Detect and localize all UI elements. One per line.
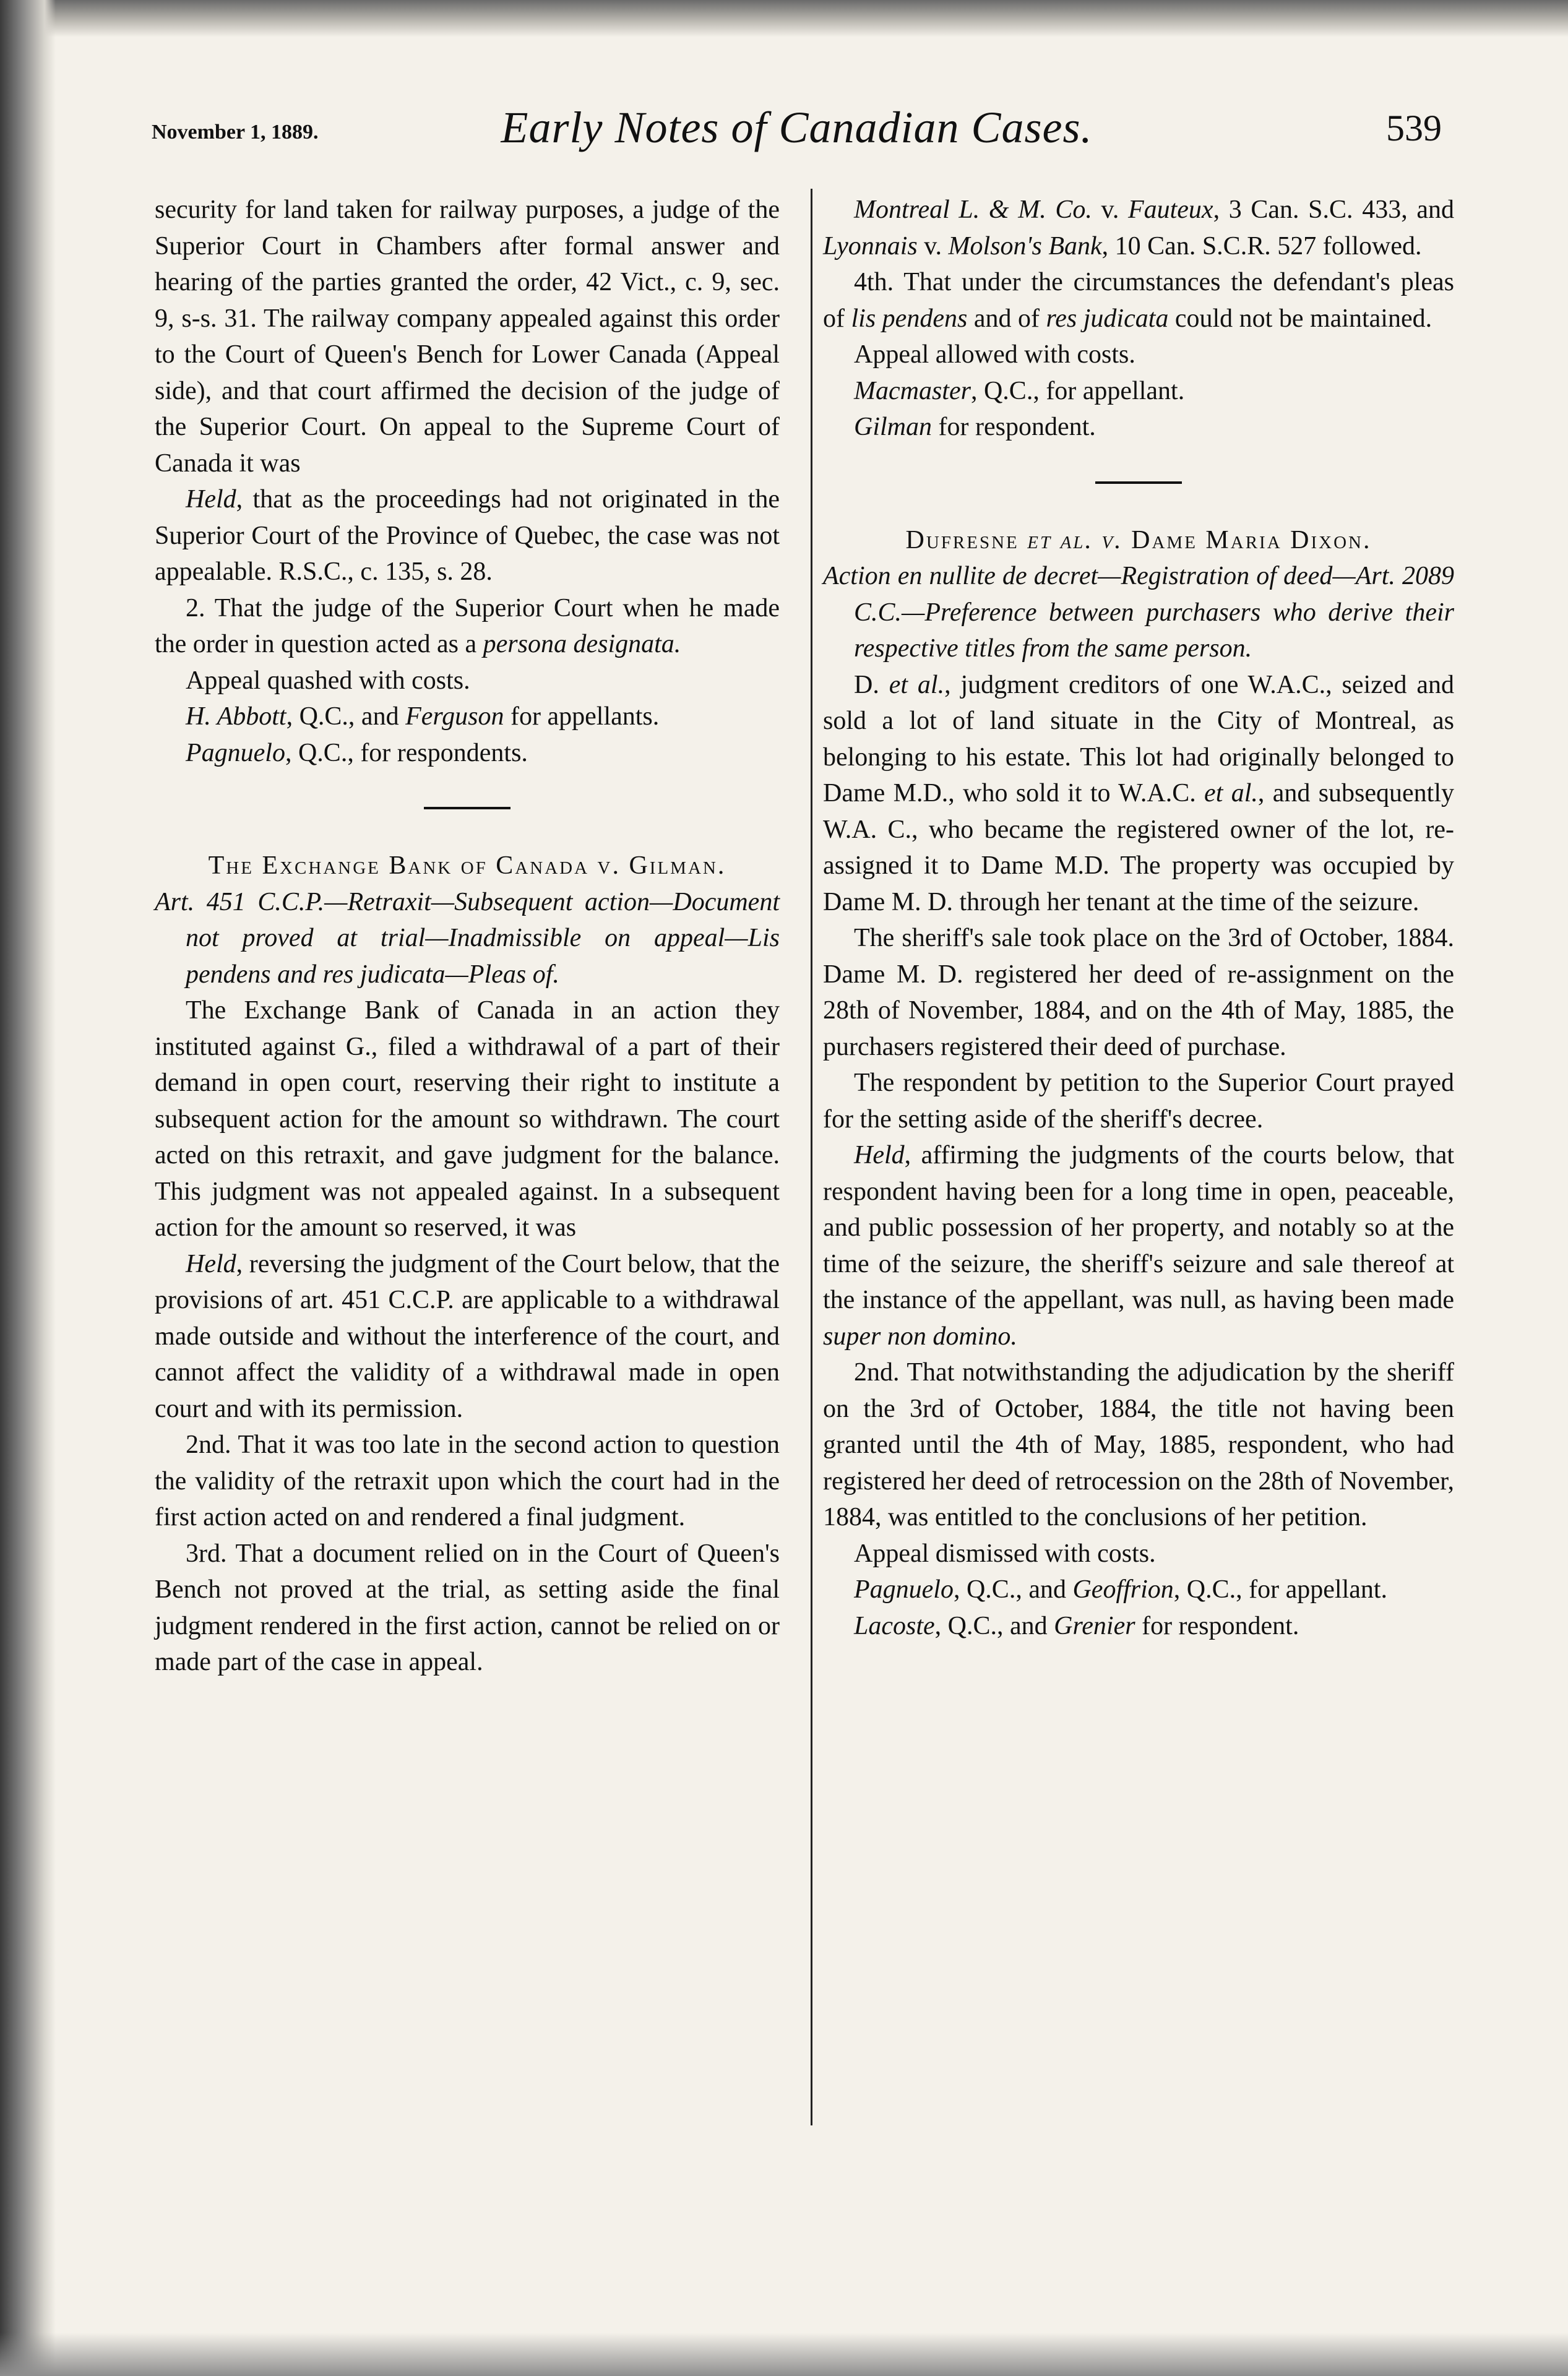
paragraph: Appeal quashed with costs. xyxy=(186,666,470,695)
text: 4th. That under the circumstances the defendant's pleas of xyxy=(823,268,1454,333)
emphasis: lis pendens xyxy=(851,304,968,333)
text: , Q.C., and xyxy=(953,1575,1073,1604)
text: , Q.C., and xyxy=(934,1611,1054,1640)
counsel-name: Macmaster xyxy=(854,376,971,405)
text: , judgment creditors of one W.A.C., seized and sold a lot of land situate in the City of Montreal, as belonging to his estate. This lot had originally belonged to Dame M.D., who sold it to W.A.C. xyxy=(823,670,1454,807)
text: and of xyxy=(967,304,1046,333)
party-name: Dame Maria Dixon. xyxy=(1122,525,1372,554)
page-edge-top xyxy=(0,0,1568,37)
text: , and subsequently W.A. C., who became the registered owner of the lot, re-assigned it to Dame M.D. The property was occupied by Dame M. D. through her tenant at the time of the seizure. xyxy=(823,779,1455,916)
emphasis: et al. xyxy=(889,670,945,699)
case-name: Lyonnais xyxy=(823,231,918,260)
paragraph xyxy=(155,590,780,663)
text: , 3 Can. S.C. 433, and xyxy=(1213,196,1454,224)
emphasis: persona designata. xyxy=(483,630,681,658)
held-text: , affirming the judgments of the courts below, that respondent having been for a long time in open, peaceable, and public possession of her property, and notably so at the time of the seizure, the sheriff's seizure and sale thereof at the instance of the appellant, was null, as having been made xyxy=(823,1141,1454,1314)
section-rule xyxy=(1095,481,1182,484)
text: , Q.C., and xyxy=(286,702,406,731)
paragraph: Appeal dismissed with costs. xyxy=(854,1539,1156,1568)
case-title xyxy=(823,522,1454,559)
text: for respondent. xyxy=(932,413,1096,441)
paragraph: The Exchange Bank of Canada in an action they instituted against G., filed a withdrawal of a part of their demand in open court, reserving their right to institute a subsequent action for the amount so withdrawn. The court acted on this retraxit, and gave judgment for the balance. This judgment was not appealed against. In a subsequent action for the amount so reserved, it was xyxy=(155,996,780,1242)
section-rule xyxy=(424,807,510,809)
paragraph: The respondent by petition to the Superior Court prayed for the setting aside of the sheriff's decree. xyxy=(823,1069,1454,1134)
case-headnote: Art. 451 C.C.P.—Retraxit—Subsequent action—Document not proved at trial—Inadmissible on appeal—Lis pendens and res judicata—Pleas of. xyxy=(155,887,780,989)
paragraph-held xyxy=(823,1137,1454,1354)
text: , Q.C., for appellant. xyxy=(1173,1575,1388,1604)
paragraph xyxy=(823,667,1454,921)
case-name: Montreal L. & M. Co. xyxy=(854,196,1092,224)
paragraph: 3rd. That a document relied on in the Court of Queen's Bench not proved at the trial, as setting aside the final judgment rendered in the first action, cannot be relied on or made part of the case in appeal. xyxy=(155,1539,780,1676)
paragraph: 2nd. That notwithstanding the adjudication by the sheriff on the 3rd of October, 1884, the title not having been granted until the 4th of May, 1885, respondent, who had registered her deed of retrocession on the 28th of November, 1884, was entitled to the conclusions of her petition. xyxy=(823,1358,1454,1531)
held-lead: Held xyxy=(186,1249,236,1278)
counsel-line xyxy=(823,409,1454,446)
paragraph-held xyxy=(155,1246,780,1427)
emphasis: et al. xyxy=(1204,779,1258,807)
case-name: Fauteux xyxy=(1127,196,1213,224)
held-lead: Held xyxy=(854,1141,905,1169)
header-date: November 1, 1889. xyxy=(152,121,319,144)
page-edge-bottom xyxy=(0,2333,1568,2376)
page-edge-left xyxy=(0,0,56,2376)
citation-paragraph xyxy=(823,192,1454,264)
case-name: Molson's Bank xyxy=(948,231,1102,260)
counsel-name: Lacoste xyxy=(854,1611,935,1640)
counsel-name: Grenier xyxy=(1054,1611,1135,1640)
counsel-name: Gilman xyxy=(854,413,932,441)
text: v. xyxy=(1092,196,1128,224)
counsel-name: Geoffrion xyxy=(1072,1575,1174,1604)
text: 2. That the judge of the Superior Court when he made the order in question acted as a xyxy=(155,593,780,658)
paragraph-held xyxy=(155,481,780,590)
text: , 10 Can. S.C.R. 527 followed. xyxy=(1101,231,1422,260)
counsel-name: Pagnuelo xyxy=(854,1575,954,1604)
text: could not be maintained. xyxy=(1168,304,1432,333)
text: , Q.C., for appellant. xyxy=(970,376,1185,405)
journal-title: Early Notes of Canadian Cases. xyxy=(501,103,1093,152)
counsel-line xyxy=(823,1572,1454,1608)
paragraph: Appeal allowed with costs. xyxy=(854,340,1135,369)
counsel-name: H. Abbott xyxy=(186,702,286,731)
counsel-line xyxy=(155,735,780,772)
held-text: , that as the proceedings had not originated in the Superior Court of the Province of Quebec, the case was not appealable. R.S.C., c. 135, s. 28. xyxy=(155,485,780,586)
counsel-name: Pagnuelo xyxy=(186,738,285,767)
party-name: Dufresne xyxy=(905,525,1028,554)
left-column xyxy=(155,192,780,1681)
counsel-name: Ferguson xyxy=(405,702,504,731)
text: D. xyxy=(854,670,889,699)
text: v. xyxy=(917,231,949,260)
counsel-line xyxy=(823,1608,1454,1645)
case-headnote: Action en nullite de decret—Registration of deed—Art. 2089 C.C.—Preference between purchasers who derive their respective titles from the same person. xyxy=(823,562,1454,663)
held-text: , reversing the judgment of the Court below, that the provisions of art. 451 C.C.P. are applicable to a withdrawal made outside and without the interference of the court, and cannot affect the validity of a withdrawal made in open court and with its permission. xyxy=(155,1249,780,1423)
counsel-line xyxy=(823,373,1454,410)
emphasis: res judicata xyxy=(1046,304,1169,333)
text: , Q.C., for respondents. xyxy=(285,738,528,767)
column-divider xyxy=(811,189,812,2125)
paragraph: 2nd. That it was too late in the second action to question the validity of the retraxit upon which the court had in the first action acted on and rendered a final judgment. xyxy=(155,1431,780,1531)
text: for respondent. xyxy=(1135,1611,1299,1640)
paragraph xyxy=(823,264,1454,337)
page-number: 539 xyxy=(1386,108,1442,148)
emphasis: super non domino. xyxy=(823,1322,1017,1351)
counsel-line xyxy=(155,699,780,735)
case-title: The Exchange Bank of Canada v. Gilman. xyxy=(208,851,726,880)
text: for appellants. xyxy=(504,702,660,731)
held-lead: Held xyxy=(186,485,236,514)
paragraph: security for land taken for railway purposes, a judge of the Superior Court in Chambers after formal answer and hearing of the parties granted the order, 42 Vict., c. 9, sec. 9, s-s. 31. The railway company appealed against this order to the Court of Queen's Bench for Lower Canada (Appeal side), and that court affirmed the decision of the judge of the Superior Court. On appeal to the Supreme Court of Canada it was xyxy=(155,196,780,478)
emphasis: et al. v. xyxy=(1027,525,1123,554)
running-header xyxy=(152,102,1442,170)
paragraph: The sheriff's sale took place on the 3rd of October, 1884. Dame M. D. registered her deed of re-assignment on the 28th of November, 1884, and on the 4th of May, 1885, the purchasers registered their deed of purchase. xyxy=(823,924,1454,1061)
right-column xyxy=(823,192,1454,1644)
